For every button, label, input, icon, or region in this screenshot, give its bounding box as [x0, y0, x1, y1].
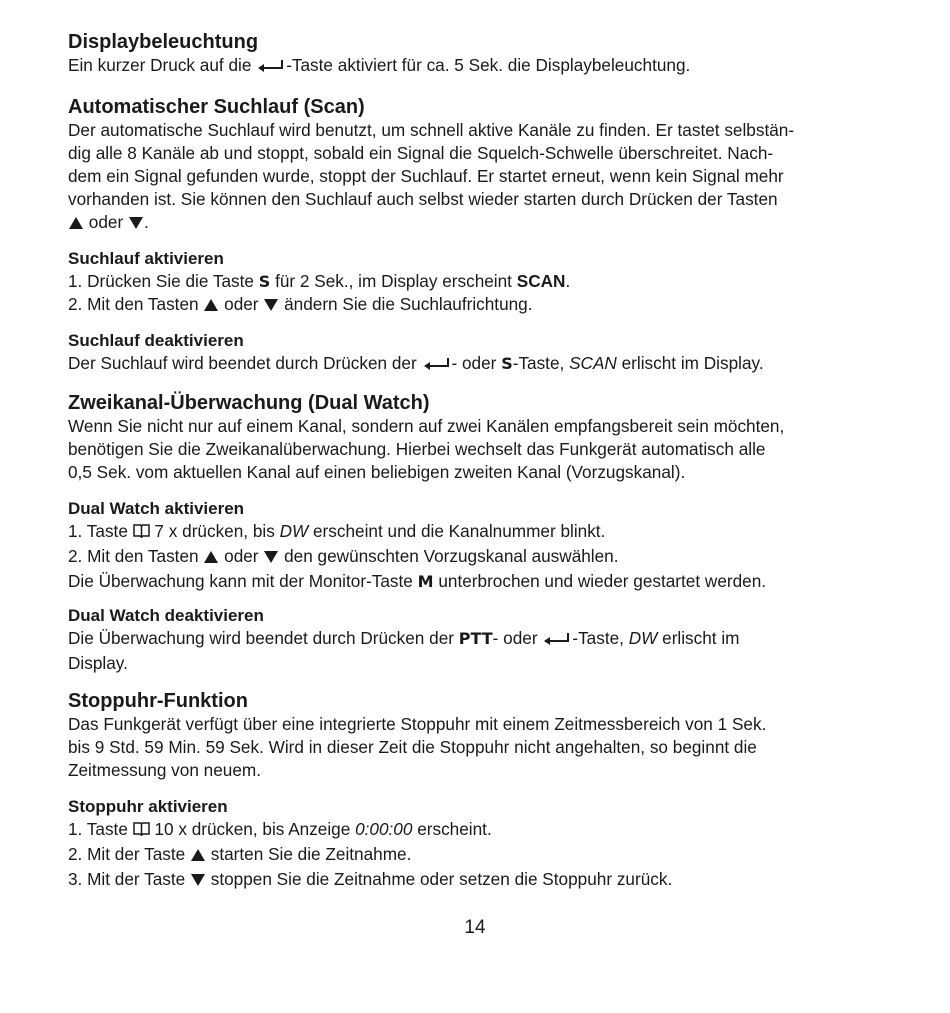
list-item: 1. Taste 10 x drücken, bis Anzeige 0:00:00 erscheint. [68, 818, 888, 843]
paragraph-line: 0,5 Sek. vom aktuellen Kanal auf einen beliebigen zweiten Kanal (Vorzugskanal). [68, 462, 686, 482]
heading-scan: Automatischer Suchlauf (Scan) [68, 96, 365, 118]
heading-dual-watch-activate: Dual Watch aktivieren [68, 499, 245, 518]
m-key-label: M [417, 572, 434, 591]
list-item: 2. Mit den Tasten oder den gewünschten Vorzugskanal auswählen. [68, 545, 888, 570]
heading-stopwatch: Stoppuhr-Funktion [68, 690, 248, 712]
paragraph-line: Das Funkgerät verfügt über eine integrierte Stoppuhr mit einem Zeitmessbereich von 1 Sek. [68, 714, 767, 734]
enter-key-icon [422, 354, 452, 377]
paragraph-line: Wenn Sie nicht nur auf einem Kanal, sondern auf zwei Kanälen empfangsbereit sein möchten, [68, 416, 785, 436]
down-triangle-icon [263, 295, 279, 318]
section-display-light [68, 30, 888, 79]
paragraph-line: Zeitmessung von neuem. [68, 760, 261, 780]
s-key-label: S [501, 354, 513, 373]
paragraph-line: Der Suchlauf wird beendet durch Drücken der - oder S-Taste, SCAN erlischt im Display. [68, 352, 888, 377]
s-key-label: S [258, 272, 271, 291]
heading-scan-activate: Suchlauf aktivieren [68, 249, 224, 268]
paragraph-line: bis 9 Std. 59 Min. 59 Sek. Wird in dieser Zeit die Stoppuhr nicht angehalten, so beginnt die [68, 737, 757, 757]
paragraph-line: Die Überwachung wird beendet durch Drücken der PTT- oder -Taste, DW erlischt im [68, 627, 888, 652]
paragraph [68, 54, 888, 79]
down-triangle-icon [190, 870, 206, 893]
section-stopwatch [68, 689, 888, 782]
list-item: 2. Mit der Taste starten Sie die Zeitnahme. [68, 843, 888, 868]
section-dual-watch-deactivate [68, 605, 888, 675]
paragraph-line: vorhanden ist. Sie können den Suchlauf auch selbst wieder starten durch Drücken der Tasten [68, 189, 778, 209]
book-key-icon [133, 820, 150, 843]
scan-label: SCAN [516, 271, 566, 291]
section-dual-watch [68, 391, 888, 484]
down-triangle-icon [263, 547, 279, 570]
section-scan [68, 95, 888, 236]
list-item: 3. Mit der Taste stoppen Sie die Zeitnahme oder setzen die Stoppuhr zurück. [68, 868, 888, 893]
enter-key-icon [542, 629, 572, 652]
list-item: 2. Mit den Tasten oder ändern Sie die Suchlaufrichtung. [68, 293, 888, 318]
list-item: 1. Drücken Sie die Taste S für 2 Sek., im Display erscheint SCAN. [68, 271, 571, 291]
section-dual-watch-activate [68, 498, 888, 593]
up-triangle-icon [203, 295, 219, 318]
paragraph-line: Die Überwachung kann mit der Monitor-Taste M unterbrochen und wieder gestartet werden. [68, 571, 767, 591]
paragraph-line: benötigen Sie die Zweikanalüberwachung. Hierbei wechselt das Funkgerät automatisch alle [68, 439, 766, 459]
paragraph-line: dem ein Signal gefunden wurde, stoppt der Suchlauf. Er startet erneut, wenn kein Signal mehr [68, 166, 784, 186]
book-key-icon [133, 522, 150, 545]
down-triangle-icon [128, 213, 144, 236]
heading-stopwatch-activate: Stoppuhr aktivieren [68, 797, 228, 816]
enter-key-icon [256, 56, 286, 79]
heading-display-light: Displaybeleuchtung [68, 31, 259, 53]
text: Ein kurzer Druck auf die [68, 55, 257, 75]
up-triangle-icon [190, 845, 206, 868]
heading-dual-watch-deactivate: Dual Watch deaktivieren [68, 606, 264, 625]
list-item: 1. Taste 7 x drücken, bis DW erscheint und die Kanalnummer blinkt. [68, 520, 888, 545]
section-scan-deactivate [68, 330, 888, 377]
section-scan-activate [68, 248, 888, 318]
up-triangle-icon [203, 547, 219, 570]
ptt-key-label: PTT [458, 629, 493, 648]
page-number: 14 [464, 917, 486, 938]
paragraph-line: dig alle 8 Kanäle ab und stoppt, sobald ein Signal die Squelch-Schwelle überschreitet. Nach- [68, 143, 774, 163]
up-triangle-icon [68, 213, 84, 236]
section-stopwatch-activate [68, 796, 888, 893]
paragraph-line: oder . [68, 211, 888, 236]
manual-page [68, 30, 888, 897]
paragraph-line: Display. [68, 653, 128, 673]
paragraph-line: Der automatische Suchlauf wird benutzt, um schnell aktive Kanäle zu finden. Er tastet selbstän- [68, 120, 795, 140]
heading-scan-deactivate: Suchlauf deaktivieren [68, 331, 244, 350]
text: -Taste aktiviert für ca. 5 Sek. die Displaybeleuchtung. [286, 55, 691, 75]
heading-dual-watch: Zweikanal-Überwachung (Dual Watch) [68, 392, 430, 414]
